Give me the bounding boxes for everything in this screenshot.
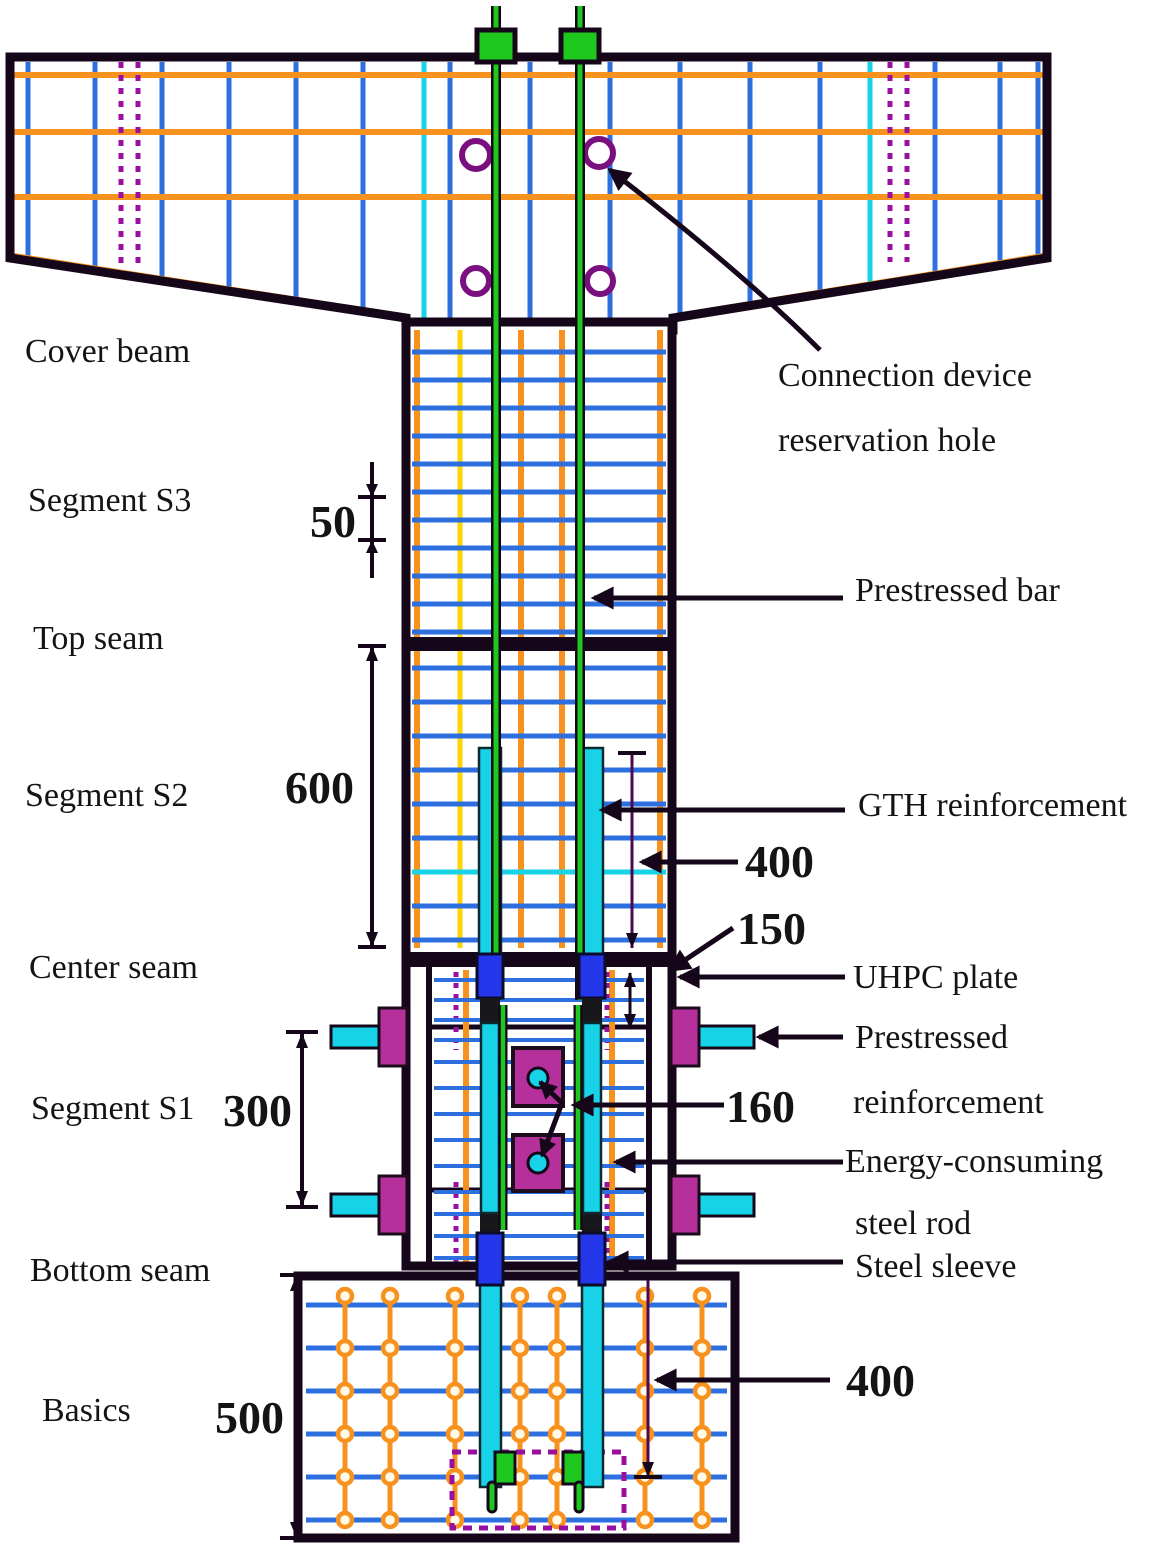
dim-400-top: 400 <box>745 836 814 887</box>
foundation <box>298 1276 735 1538</box>
steel-sleeve-top <box>579 954 605 998</box>
label-segment-s2: Segment S2 <box>25 777 189 814</box>
label-center-seam: Center seam <box>29 949 198 986</box>
bar-anchor-head <box>561 30 599 62</box>
coupler <box>480 998 500 1025</box>
gth-bar-s1 <box>583 1023 601 1213</box>
dim-400-bottom: 400 <box>846 1355 915 1406</box>
prestress-rod <box>699 1026 754 1048</box>
steel-sleeve-bottom <box>477 1233 503 1285</box>
callout-connection-device-line1: Connection device <box>778 357 1032 394</box>
callout-uhpc: UHPC plate <box>853 959 1019 996</box>
callout-prestressed-reinf-line2: reinforcement <box>853 1084 1044 1121</box>
prestress-rod <box>331 1026 379 1048</box>
energy-rod-section <box>528 1153 548 1173</box>
pier-column <box>402 322 676 1266</box>
steel-sleeve-bottom <box>579 1233 605 1285</box>
anchor-block <box>379 1176 407 1234</box>
label-bottom-seam: Bottom seam <box>30 1252 211 1289</box>
label-segment-s3: Segment S3 <box>28 482 192 519</box>
callout-prestressed-reinf-line1: Prestressed <box>855 1019 1008 1056</box>
label-cover-beam: Cover beam <box>25 333 191 370</box>
anchor-block <box>671 1176 699 1234</box>
callout-connection-device-line2: reservation hole <box>778 422 997 459</box>
center-seam-joint <box>402 952 676 967</box>
cover-beam <box>10 57 1047 330</box>
dim-500: 500 <box>215 1392 284 1443</box>
anchor-block <box>671 1008 699 1066</box>
dim150-leader <box>670 928 733 970</box>
dim-160: 160 <box>726 1081 795 1132</box>
reservation-hole <box>585 139 613 167</box>
dim-150: 150 <box>737 903 806 954</box>
prestress-rod <box>699 1194 754 1216</box>
bar-anchor-head <box>477 30 515 62</box>
dim-600: 600 <box>285 762 354 813</box>
reservation-hole <box>587 268 613 294</box>
reservation-hole <box>462 141 490 169</box>
gth-duct-foundation <box>582 1285 603 1487</box>
reservation-hole <box>463 268 489 294</box>
label-top-seam: Top seam <box>33 620 164 657</box>
callout-prestressed-bar: Prestressed bar <box>855 572 1060 609</box>
dim-300: 300 <box>223 1085 292 1136</box>
gth-bar-s1 <box>481 1023 499 1213</box>
coupler <box>582 998 602 1025</box>
callout-energy-line2: steel rod <box>855 1205 972 1242</box>
callout-gth: GTH reinforcement <box>858 787 1128 824</box>
label-basics: Basics <box>42 1392 131 1429</box>
callout-steel-sleeve: Steel sleeve <box>855 1248 1017 1285</box>
top-seam-joint <box>402 637 676 651</box>
gth-anchor-block <box>563 1452 583 1484</box>
gth-anchor-block <box>495 1452 515 1484</box>
dim-50: 50 <box>310 496 356 547</box>
anchor-block <box>379 1008 407 1066</box>
steel-sleeve-top <box>477 954 503 998</box>
callout-energy-line1: Energy-consuming <box>845 1143 1104 1180</box>
prestress-rod <box>331 1194 379 1216</box>
label-segment-s1: Segment S1 <box>31 1090 195 1127</box>
